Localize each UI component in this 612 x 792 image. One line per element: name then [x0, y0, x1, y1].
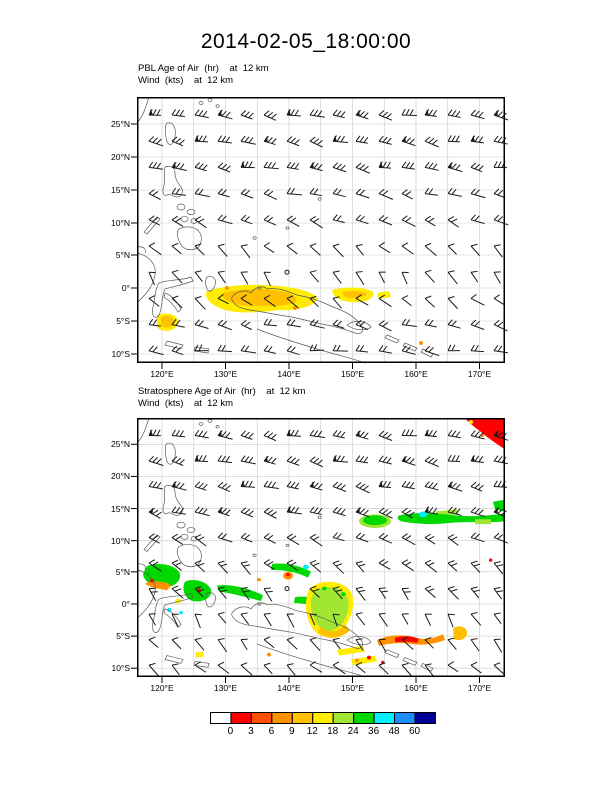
- colorbar-cell: [313, 713, 333, 724]
- lat-tick-label: 10°N: [111, 535, 130, 546]
- lat-tick-label: 20°N: [111, 471, 130, 482]
- colorbar-level-label: 60: [408, 726, 421, 737]
- colorbar-level-label: 36: [368, 726, 380, 737]
- colorbar-level-label: 6: [268, 726, 275, 737]
- colorbar-level-label: 12: [306, 726, 318, 737]
- pbl-panel-title: PBL Age of Air (hr) at 12 km: [138, 63, 269, 74]
- lat-tick-label: 15°N: [111, 503, 130, 514]
- lat-tick-label: 5°S: [116, 316, 130, 326]
- lat-tick-label: 15°N: [111, 185, 130, 195]
- lon-tick-label: 120°E: [150, 369, 174, 379]
- lat-tick-label: 5°N: [115, 250, 130, 260]
- colorbar-cell: [374, 713, 394, 724]
- lon-tick-label: 150°E: [340, 683, 365, 693]
- colorbar-cell: [211, 713, 231, 724]
- lat-tick-label: 0°: [121, 598, 130, 609]
- lon-tick-label: 150°E: [340, 369, 365, 379]
- colorbar-cell: [251, 713, 271, 724]
- lon-tick-label: 140°E: [277, 683, 301, 693]
- colorbar-level-label: 3: [248, 726, 254, 737]
- colorbar-level-label: 24: [347, 726, 359, 737]
- colorbar-cell: [272, 713, 292, 724]
- pbl-panel-subtitle: Wind (kts) at 12 km: [138, 75, 234, 86]
- colorbar-cell: [415, 713, 435, 724]
- colorbar-level-label: 48: [388, 726, 400, 737]
- lon-tick-label: 170°E: [467, 683, 492, 693]
- figure-title: 2014-02-05_18:00:00: [200, 30, 412, 53]
- lat-tick-label: 10°S: [111, 349, 130, 359]
- age-colorbar: [210, 712, 436, 724]
- stratosphere-panel-subtitle: Wind (kts) at 12 km: [138, 398, 234, 409]
- lat-tick-label: 5°N: [115, 566, 130, 577]
- colorbar-cell: [231, 713, 251, 724]
- stratosphere-panel-title: Stratosphere Age of Air (hr) at 12 km: [138, 386, 306, 397]
- lon-tick-label: 170°E: [467, 369, 492, 379]
- colorbar-cell: [354, 713, 374, 724]
- lat-tick-label: 10°S: [111, 663, 130, 674]
- lon-tick-label: 120°E: [150, 683, 174, 693]
- lat-tick-label: 10°N: [111, 218, 130, 228]
- lon-tick-label: 130°E: [213, 683, 238, 693]
- stratosphere-age-of-air-map: [137, 418, 505, 677]
- lon-tick-label: 160°E: [404, 683, 428, 693]
- lon-tick-label: 160°E: [404, 369, 428, 379]
- lon-tick-label: 140°E: [277, 369, 301, 379]
- lat-tick-label: 25°N: [111, 119, 130, 129]
- colorbar-cell: [292, 713, 312, 724]
- colorbar-level-label: 0: [227, 726, 234, 737]
- pbl-age-of-air-map: [137, 97, 505, 363]
- lon-tick-label: 130°E: [213, 369, 238, 379]
- colorbar-level-label: 9: [289, 726, 295, 737]
- colorbar-cell: [333, 713, 353, 724]
- lat-tick-label: 0°: [121, 283, 130, 293]
- lat-tick-label: 5°S: [116, 631, 130, 642]
- colorbar-level-label: 18: [327, 726, 339, 737]
- colorbar-cell: [395, 713, 415, 724]
- lat-tick-label: 20°N: [111, 152, 130, 162]
- lat-tick-label: 25°N: [111, 439, 130, 450]
